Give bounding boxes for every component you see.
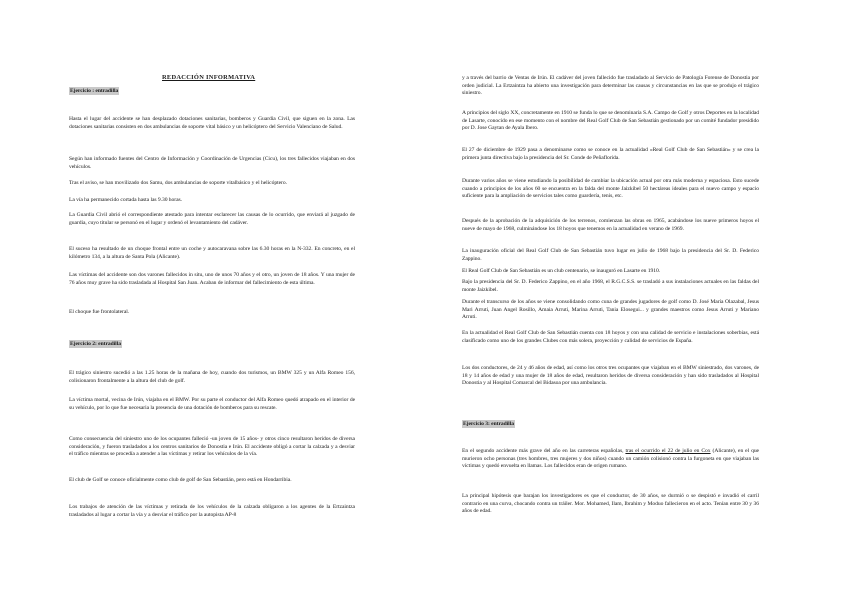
- exercise-3-label: Ejercicio 3: entradilla: [463, 421, 514, 427]
- ex3-text: En el segundo accidente más grave del año en las carreteras españolas,: [462, 448, 626, 454]
- body-paragraph: En la actualidad el Real Golf Club de San Sebastián cuenta con 18 hoyos y con una calidad de servicio e instalaciones soberbias, está clasificado como uno de los grandes Clubes con más solera, proyección y calidad de servicios de España.: [462, 330, 759, 344]
- ex1-paragraph: La Guardia Civil abrió el correspondiente atestado para intentar esclarecer las causas de lo ocurrido, que enviará al juzgado de guardia, cuyo titular se personó en el lugar y ordenó el levantamiento del cadáver.: [69, 212, 355, 226]
- ex1-paragraph: La vía ha permanecido cortada hasta las 9.30 horas.: [69, 197, 183, 203]
- ex2-paragraph: La víctima mortal, vecina de Irún, viajaba en el BMW. Por su parte el conductor del Alfa Romeo quedó atrapado en el interior de su vehículo, por lo que fue necesaria la presencia de una dotación de bomberos para su rescate.: [69, 397, 355, 411]
- ex2-paragraph: El club de Golf se conoce oficialmente como club de golf de San Sebastián, pero está en Hondarribia.: [69, 477, 292, 483]
- ex1-paragraph: Según han informado fuentes del Centro de Información y Coordinación de Urgencias (Cicu), los tres fallecidos viajaban en dos vehículos.: [69, 156, 355, 170]
- body-paragraph: El Real Golf Club de San Sebastián es un club centenario, se inauguró en Lasarte en 1910.: [462, 268, 661, 274]
- body-paragraph: y a través del barrio de Ventas de Irún. El cadáver del joven fallecido fue trasladado al Servicio de Patología Forense de Donostia por orden judicial. La Ertzaintza ha abierto una investigación para determinar las causas y circunstancias en las que se produjo el trágico siniestro.: [462, 75, 759, 97]
- ex3-paragraph: [462, 448, 759, 471]
- ex1-paragraph: El choque fue frontolateral.: [69, 309, 130, 315]
- ex1-paragraph: Las víctimas del accidente son dos varones fallecidos in situ, uno de unos 70 años y el otro, un joven de 18 años. Y una mujer de 76 años muy grave ha sido trasladada al Hospital San Juan. Acaban de informar del fallecimiento de esta última.: [69, 272, 355, 286]
- ex2-paragraph: El trágico siniestro sucedió a las 1.25 horas de la mañana de hoy, cuando dos turismos, un BMW 325 y un Alfa Romeo 156, colisionaron frontalmente a la altura del club de golf.: [69, 370, 355, 384]
- ex3-text: (Alicante), en el que murieron ocho personas (tres hombres, tres mujeres y dos niños) cuando un camión colisionó contra la furgoneta en que viajaban las víctimas y quedó envuelta en llamas. Los fallecidos eran de origen rumano.: [462, 448, 759, 470]
- ex1-paragraph: Tras el aviso, se han movilizado dos Samu, dos ambulancias de soporte vitalbásico y el helicóptero.: [69, 180, 287, 186]
- body-paragraph: Durante varios años se viene estudiando la posibilidad de cambiar la ubicación actual por otra más moderna y espaciosa. Esto sucede cuando a principios de los años 60 se encuentra en la falda del monte Jaizkibel 50 hectáreas ideales para el nuevo campo y espacio suficiente para la ampliación de servicios tales como guardería, tenis, etc.: [462, 178, 759, 200]
- body-paragraph: La inauguración oficial del Real Golf Club de San Sebastián tuvo lugar en julio de 1968 bajo la presidencia del Sr. D. Federico Zappino.: [462, 248, 759, 262]
- document-title: REDACCIÓN INFORMATIVA: [162, 74, 256, 81]
- ex2-paragraph: Los trabajos de atención de las víctimas y retirada de los vehículos de la calzada obligaron a los agentes de la Ertzaintza trasladados al lugar a cortar la vía y a desviar el tráfico por la autopista AP-8: [69, 504, 355, 518]
- exercise-2-label: Ejercicio 2: entradilla: [70, 341, 121, 347]
- ex3-paragraph: La principal hipótesis que barajan los investigadores es que el conductor, de 30 años, se durmió o se despistó e invadió el carril contrario en una curva, chocando contra un tráiler. Mor. Mohamed, Ilam, Ibrahim y Moduo fallecieron en el acto. Tenían entre 30 y 36 años de edad.: [462, 493, 759, 515]
- body-paragraph: El 27 de diciembre de 1929 pasa a denominarse como se conoce en la actualidad «Real Golf Club de San Sebastián» y se crea la primera junta directiva bajo la presidencia del Sr. Conde de Peñaflorida.: [462, 147, 759, 161]
- ex1-paragraph: El suceso ha resultado de un choque frontal entre un coche y autocaravana sobre las 6.30 horas en la N-332. En concreto, en el kilómetro 134, a la altura de Santa Pola (Alicante).: [69, 246, 355, 260]
- body-paragraph: Durante el transcurso de los años se viene consolidando como cuna de grandes jugadores de golf como D. José María Olazabal, Jesus Mari Arruti, Juan Angel Rosillo, Amaia Arruti, Marina Arruti, Tania Elosegui... y grandes maestros como Jesus Arruti y Mariano Arruti.: [462, 299, 759, 321]
- body-paragraph: A principios del siglo XX, concretamente en 1910 se funda lo que se denominaría S.A. Campo de Golf y otros Deportes en la localidad de Lasarte, conocido en ese momento con el nombre del Real Golf Club de San Sebastián gestionado por un comité fundador presidido por D. Jose Gaytan de Ayala Ibero.: [462, 110, 759, 132]
- ex2-paragraph: Como consecuencia del siniestro uno de los ocupantes falleció -un joven de 15 años- y otros cinco resultaron heridos de diversa consideración, y fueron trasladados a los centros sanitarios de Donostia e Irún. El accidente obligó a cortar la calzada y a desviar el tráfico mientras se procedía a atender a las víctimas y retirar los vehículos de la vía.: [69, 436, 355, 458]
- ex1-paragraph: Hasta el lugar del accidente se han desplazado dotaciones sanitarias, bomberos y Guardia Civil, que siguen en la zona. Las dotaciones sanitarias consisten en dos ambulancias de soporte vital básico y un helicóptero del Servicio Valenciano de Salud.: [69, 116, 355, 130]
- body-paragraph: Los dos conductores, de 24 y 46 años de edad, así como los otros tres ocupantes que viajaban en el BMW siniestrado, dos varones, de 18 y 14 años de edad y una mujer de 18 años de edad, resultaron heridos de diversa consideración y han sido trasladados al Hospital Donostia y al Hospital Comarcal del Bidasoa por una ambulancia.: [462, 365, 759, 387]
- ex3-underlined-text: tras el ocurrido el 22 de julio en Cox: [625, 448, 711, 454]
- exercise-1-label: Ejercicio : entradilla: [70, 88, 119, 94]
- body-paragraph: Bajo la presidencia del Sr. D. Federico Zappino, en el año 1968, el R.G.C.S.S. se trasladó a sus instalaciones actuales en las faldas del monte Jaizkibel.: [462, 279, 759, 293]
- body-paragraph: Después de la aprobación de la adquisición de los terrenos, comienzan las obras en 1965, acabándose los nueve primeros hoyos el nueve de mayo de 1968, culminándose los 18 hoyos que tenemos en la actualidad en verano de 1969.: [462, 218, 759, 232]
